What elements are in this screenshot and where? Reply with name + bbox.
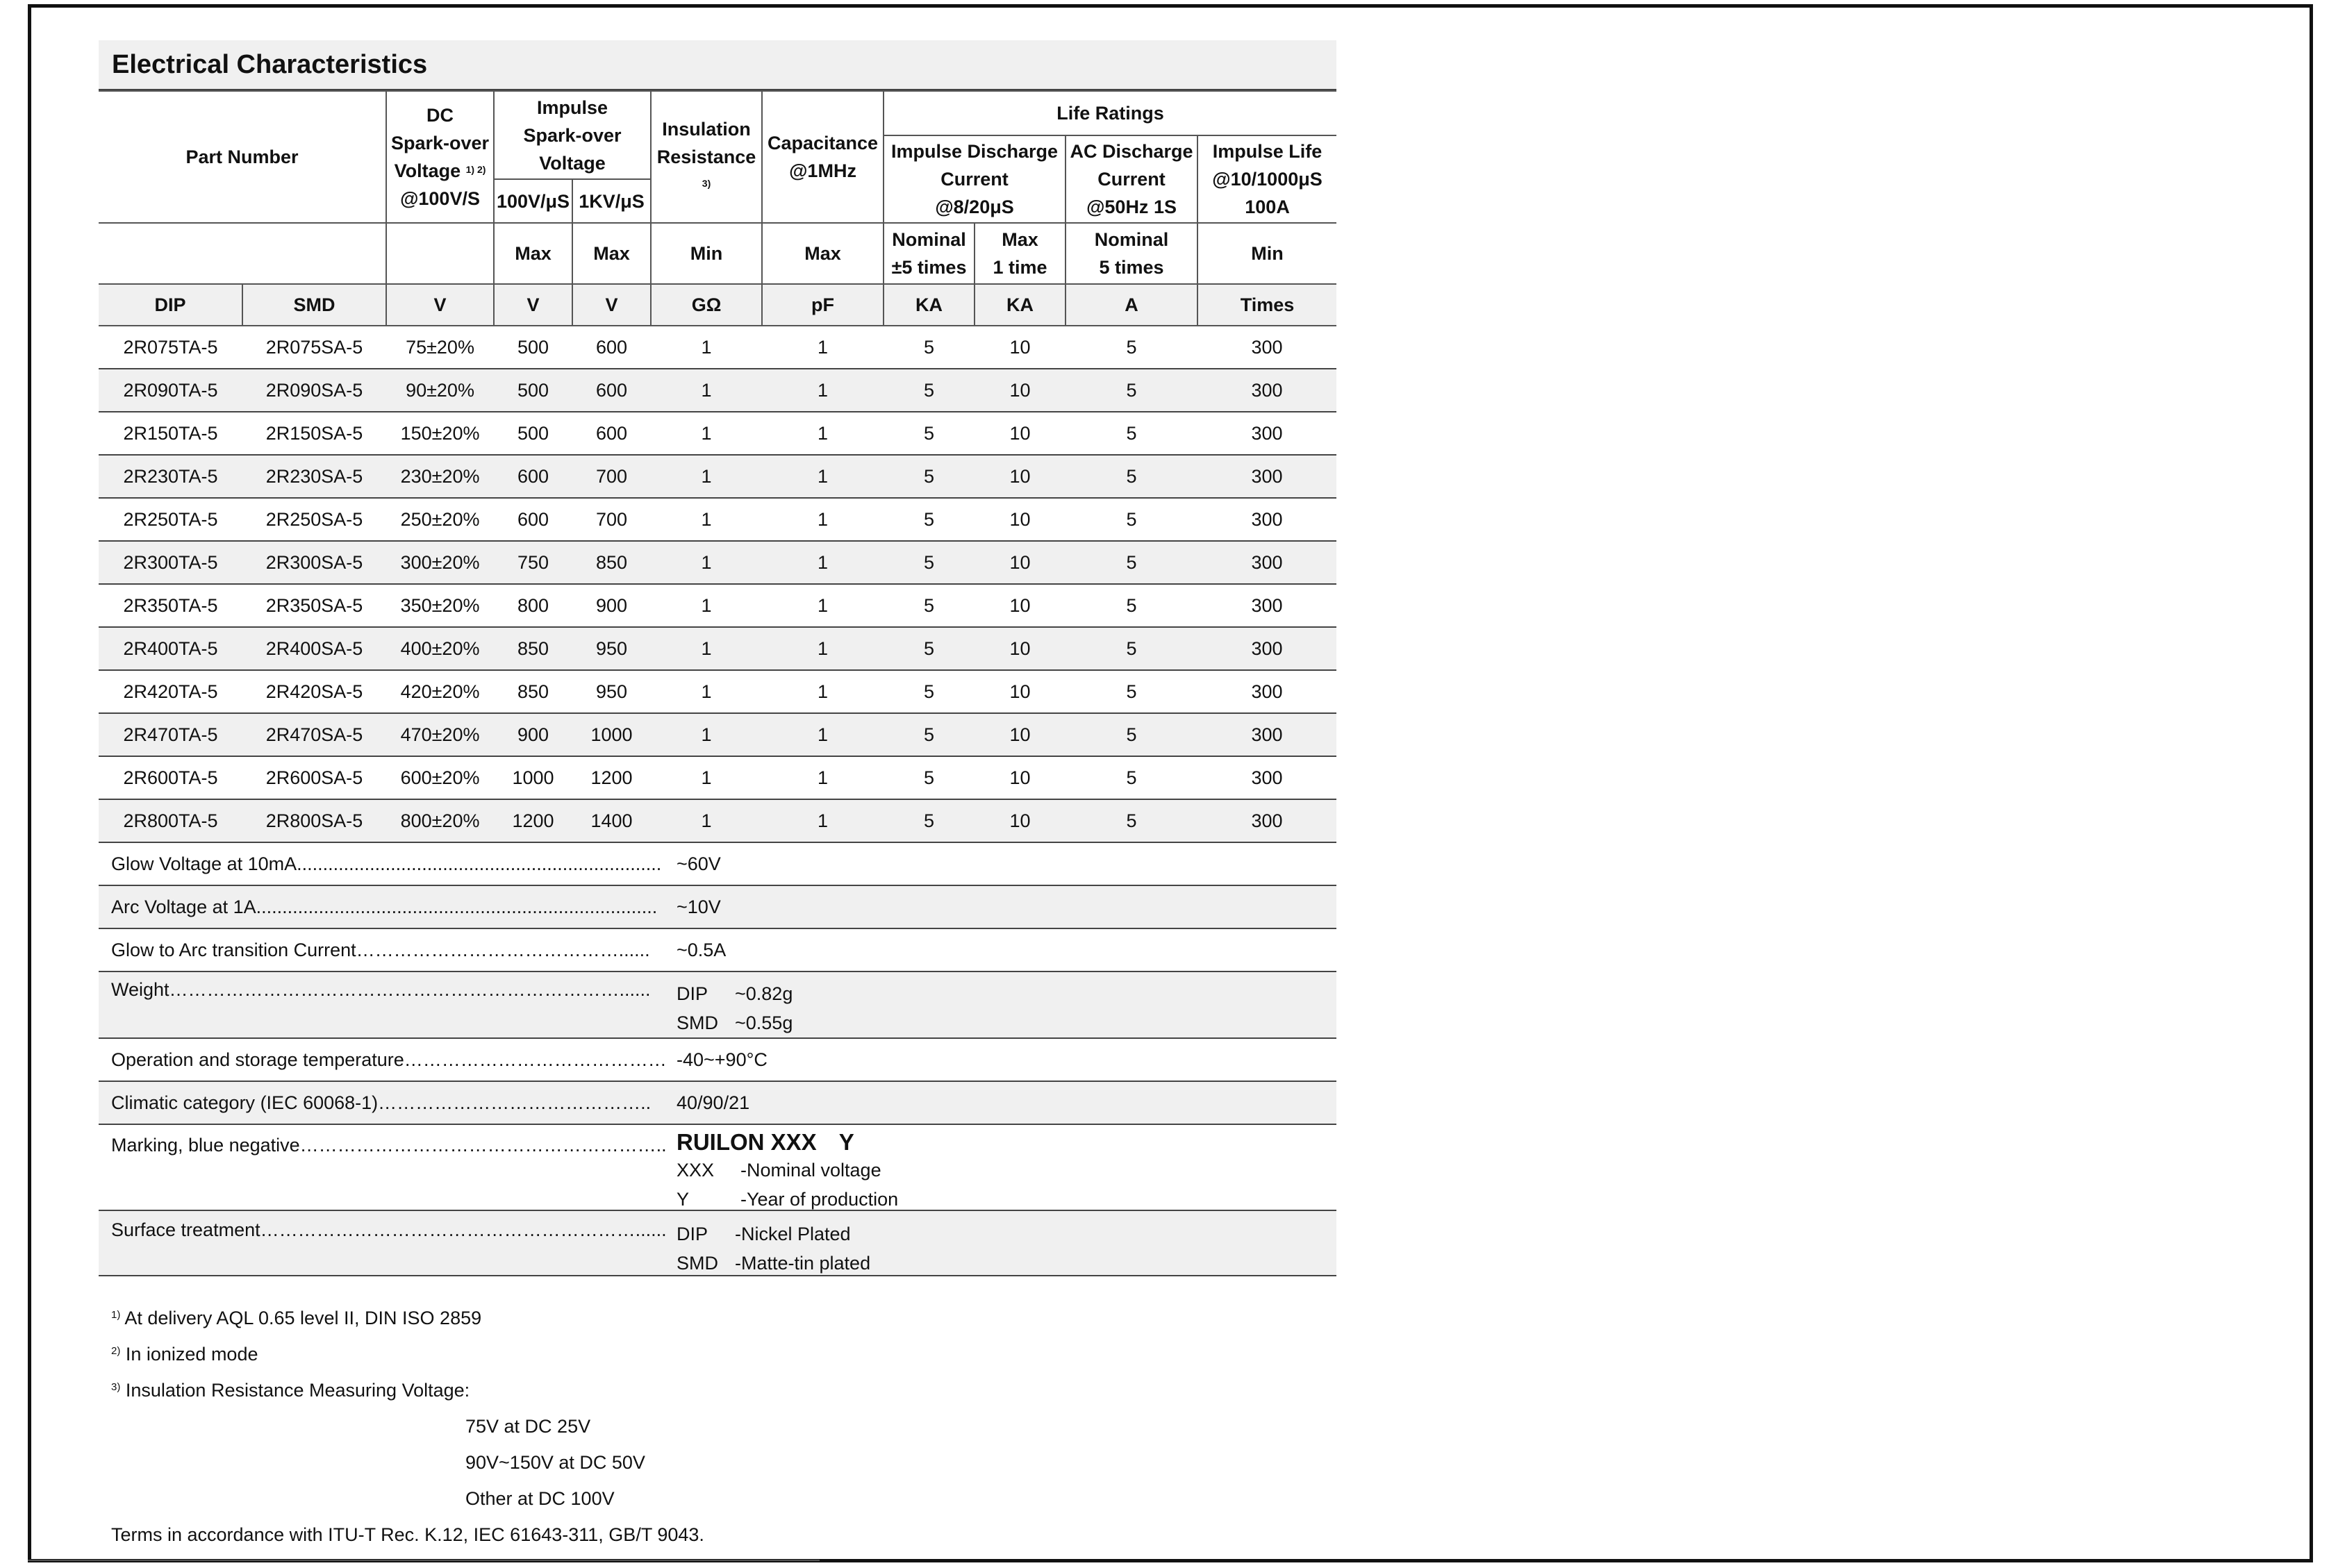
- cell-imp-100: 750: [494, 541, 572, 584]
- marking-row: [99, 1125, 1336, 1211]
- surface-row: [99, 1211, 1336, 1276]
- cell-impulse-life: 300: [1197, 541, 1336, 584]
- cell-impulse-nominal: 5: [884, 627, 975, 670]
- cell-insulation: 1: [651, 498, 762, 541]
- terms-note: Terms in accordance with ITU-T Rec. K.12, IEC 61643-311, GB/T 9043.: [111, 1524, 704, 1545]
- cell-imp-100: 1200: [494, 799, 572, 842]
- cell-imp-1k: 850: [572, 541, 651, 584]
- temperature-row: [99, 1039, 1336, 1082]
- cell-impulse-max: 10: [975, 326, 1066, 369]
- cell-impulse-life: 300: [1197, 412, 1336, 455]
- cell-capacitance: 1: [762, 756, 884, 799]
- cell-insulation: 1: [651, 326, 762, 369]
- cell-imp-1k: 1400: [572, 799, 651, 842]
- cell-dc-voltage: 300±20%: [386, 541, 494, 584]
- cell-capacitance: 1: [762, 799, 884, 842]
- cell-impulse-max: 10: [975, 670, 1066, 713]
- cell-insulation: 1: [651, 541, 762, 584]
- limit-capacitance: Max: [762, 223, 884, 284]
- weight-smd-value: ~0.55g: [735, 1012, 793, 1033]
- cell-impulse-nominal: 5: [884, 713, 975, 756]
- table-row: [99, 670, 1336, 713]
- imp-100-header: 100V/μS: [494, 179, 572, 223]
- cell-capacitance: 1: [762, 498, 884, 541]
- cell-ac-nominal: 5: [1066, 326, 1197, 369]
- cell-imp-100: 500: [494, 326, 572, 369]
- marking-label: Marking, blue negative…………………………………………………..: [111, 1135, 667, 1156]
- marking-y-key: Y: [677, 1189, 690, 1210]
- cell-impulse-life: 300: [1197, 455, 1336, 498]
- unit-insulation: GΩ: [651, 284, 762, 326]
- glow-voltage-value: ~60V: [677, 853, 721, 874]
- cell-dc-voltage: 250±20%: [386, 498, 494, 541]
- cell-impulse-nominal: 5: [884, 412, 975, 455]
- cell-dc-voltage: 90±20%: [386, 369, 494, 412]
- cell-impulse-life: 300: [1197, 584, 1336, 627]
- arc-voltage-label: Arc Voltage at 1A.............................................................................: [111, 896, 658, 917]
- cell-imp-100: 1000: [494, 756, 572, 799]
- cell-impulse-max: 10: [975, 498, 1066, 541]
- cell-smd: 2R420SA-5: [242, 670, 386, 713]
- surface-smd-key: SMD: [677, 1253, 718, 1274]
- dc-sparkover-header: DC Spark-over Voltage $^{1) 2)}$ @100V/S: [386, 91, 494, 223]
- cell-insulation: 1: [651, 799, 762, 842]
- temperature-value: -40~+90°C: [677, 1049, 768, 1070]
- cell-dc-voltage: 400±20%: [386, 627, 494, 670]
- cell-impulse-nominal: 5: [884, 799, 975, 842]
- measuring-voltage-2: 90V~150V at DC 50V: [465, 1452, 645, 1473]
- cell-imp-100: 850: [494, 670, 572, 713]
- measuring-voltage-1: 75V at DC 25V: [465, 1416, 591, 1437]
- cell-insulation: 1: [651, 756, 762, 799]
- cell-dc-voltage: 75±20%: [386, 326, 494, 369]
- arc-voltage-value: ~10V: [677, 896, 721, 917]
- footnotes: [99, 1300, 1336, 1553]
- cell-capacitance: 1: [762, 326, 884, 369]
- unit-impulse-nominal: KA: [884, 284, 975, 326]
- cell-dip: 2R230TA-5: [99, 455, 242, 498]
- cell-capacitance: 1: [762, 627, 884, 670]
- unit-dip: DIP: [99, 284, 242, 326]
- cell-imp-100: 500: [494, 412, 572, 455]
- table-row: [99, 584, 1336, 627]
- table-row: [99, 756, 1336, 799]
- cell-smd: 2R075SA-5: [242, 326, 386, 369]
- table-row: [99, 627, 1336, 670]
- weight-dip-key: DIP: [677, 983, 708, 1004]
- cell-capacitance: 1: [762, 713, 884, 756]
- glow-voltage-row: [99, 843, 1336, 886]
- climatic-label: Climatic category (IEC 60068-1)……………………………………..: [111, 1092, 652, 1113]
- cell-impulse-max: 10: [975, 412, 1066, 455]
- spec-table: [99, 90, 1336, 843]
- unit-dc: V: [386, 284, 494, 326]
- table-row: [99, 369, 1336, 412]
- cell-impulse-nominal: 5: [884, 326, 975, 369]
- dc-sparkover-spacer: [386, 223, 494, 284]
- cell-impulse-max: 10: [975, 541, 1066, 584]
- cell-dip: 2R250TA-5: [99, 498, 242, 541]
- marking-xxx-key: XXX: [677, 1160, 715, 1181]
- cell-capacitance: 1: [762, 455, 884, 498]
- cell-insulation: 1: [651, 455, 762, 498]
- cell-imp-1k: 600: [572, 326, 651, 369]
- cell-ac-nominal: 5: [1066, 541, 1197, 584]
- cell-impulse-nominal: 5: [884, 369, 975, 412]
- cell-dc-voltage: 600±20%: [386, 756, 494, 799]
- cell-dip: 2R400TA-5: [99, 627, 242, 670]
- cell-impulse-nominal: 5: [884, 498, 975, 541]
- cell-dc-voltage: 420±20%: [386, 670, 494, 713]
- cell-dip: 2R300TA-5: [99, 541, 242, 584]
- cell-impulse-max: 10: [975, 756, 1066, 799]
- cell-imp-1k: 950: [572, 627, 651, 670]
- cell-impulse-life: 300: [1197, 799, 1336, 842]
- cell-capacitance: 1: [762, 670, 884, 713]
- cell-impulse-max: 10: [975, 627, 1066, 670]
- table-row: [99, 326, 1336, 369]
- life-ratings-header: Life Ratings: [884, 91, 1336, 135]
- temperature-label: Operation and storage temperature……………………………………: [111, 1049, 667, 1070]
- climatic-value: 40/90/21: [677, 1092, 750, 1113]
- cell-ac-nominal: 5: [1066, 498, 1197, 541]
- cell-smd: 2R800SA-5: [242, 799, 386, 842]
- part-number-spacer: [99, 223, 386, 284]
- limit-impulse-life: Min: [1197, 223, 1336, 284]
- insulation-header: Insulation Resistance $^{3)}$: [651, 91, 762, 223]
- cell-impulse-max: 10: [975, 584, 1066, 627]
- cell-impulse-life: 300: [1197, 756, 1336, 799]
- table-row: [99, 455, 1336, 498]
- cell-dip: 2R350TA-5: [99, 584, 242, 627]
- limit-insulation: Min: [651, 223, 762, 284]
- table-row: [99, 799, 1336, 842]
- transition-current-label: Glow to Arc transition Current……………………………………......: [111, 939, 650, 960]
- weight-smd-key: SMD: [677, 1012, 718, 1033]
- imp-1k-header: 1KV/μS: [572, 179, 651, 223]
- cell-imp-100: 900: [494, 713, 572, 756]
- cell-ac-nominal: 5: [1066, 799, 1197, 842]
- cell-insulation: 1: [651, 369, 762, 412]
- cell-impulse-nominal: 5: [884, 455, 975, 498]
- cell-imp-100: 600: [494, 455, 572, 498]
- spec-table-body: [99, 326, 1336, 842]
- cell-insulation: 1: [651, 627, 762, 670]
- cell-impulse-life: 300: [1197, 498, 1336, 541]
- unit-capacitance: pF: [762, 284, 884, 326]
- section-title: Electrical Characteristics: [99, 40, 1336, 90]
- footnote-1: $^{1)}$ At delivery AQL 0.65 level II, DIN ISO 2859: [111, 1308, 482, 1328]
- surface-dip-key: DIP: [677, 1224, 708, 1244]
- weight-dip-value: ~0.82g: [735, 983, 793, 1004]
- impulse-discharge-header: Impulse Discharge Current @8/20μS: [884, 135, 1066, 223]
- cell-smd: 2R250SA-5: [242, 498, 386, 541]
- cell-smd: 2R350SA-5: [242, 584, 386, 627]
- cell-smd: 2R090SA-5: [242, 369, 386, 412]
- measuring-voltage-3: Other at DC 100V: [465, 1488, 615, 1509]
- cell-capacitance: 1: [762, 584, 884, 627]
- footnote-2: $^{2)}$ In ionized mode: [111, 1344, 258, 1365]
- cell-imp-1k: 700: [572, 455, 651, 498]
- glow-voltage-label: Glow Voltage at 10mA......................................................................: [111, 853, 662, 874]
- surface-label: Surface treatment……………………………………………………......: [111, 1219, 667, 1240]
- cell-ac-nominal: 5: [1066, 584, 1197, 627]
- cell-impulse-life: 300: [1197, 627, 1336, 670]
- cell-impulse-life: 300: [1197, 369, 1336, 412]
- electrical-characteristics-section: [99, 40, 1336, 1553]
- cell-insulation: 1: [651, 670, 762, 713]
- impulse-life-header: Impulse Life @10/1000μS 100A: [1197, 135, 1336, 223]
- cell-dip: 2R150TA-5: [99, 412, 242, 455]
- cell-capacitance: 1: [762, 541, 884, 584]
- surface-smd-value: -Matte-tin plated: [735, 1253, 871, 1274]
- cell-imp-1k: 950: [572, 670, 651, 713]
- cell-dip: 2R470TA-5: [99, 713, 242, 756]
- cell-ac-nominal: 5: [1066, 455, 1197, 498]
- cell-impulse-max: 10: [975, 455, 1066, 498]
- cell-impulse-nominal: 5: [884, 541, 975, 584]
- cell-impulse-life: 300: [1197, 713, 1336, 756]
- limit-imp-100: Max: [494, 223, 572, 284]
- cell-imp-100: 600: [494, 498, 572, 541]
- cell-insulation: 1: [651, 412, 762, 455]
- cell-impulse-max: 10: [975, 369, 1066, 412]
- cell-insulation: 1: [651, 713, 762, 756]
- marking-brand: RUILON XXX Y: [677, 1129, 854, 1155]
- unit-life: Times: [1197, 284, 1336, 326]
- cell-impulse-life: 300: [1197, 326, 1336, 369]
- units-row: [99, 284, 1336, 326]
- limit-imp-1k: Max: [572, 223, 651, 284]
- cell-dc-voltage: 470±20%: [386, 713, 494, 756]
- cell-dc-voltage: 230±20%: [386, 455, 494, 498]
- cell-ac-nominal: 5: [1066, 369, 1197, 412]
- cell-dc-voltage: 800±20%: [386, 799, 494, 842]
- unit-impulse-max: KA: [975, 284, 1066, 326]
- cell-smd: 2R230SA-5: [242, 455, 386, 498]
- cell-ac-nominal: 5: [1066, 670, 1197, 713]
- cell-impulse-life: 300: [1197, 670, 1336, 713]
- cell-insulation: 1: [651, 584, 762, 627]
- bottom-rule: [28, 1560, 820, 1561]
- cell-ac-nominal: 5: [1066, 412, 1197, 455]
- properties-list: [99, 843, 1336, 1276]
- cell-ac-nominal: 5: [1066, 756, 1197, 799]
- cell-imp-1k: 600: [572, 412, 651, 455]
- cell-dip: 2R420TA-5: [99, 670, 242, 713]
- cell-smd: 2R400SA-5: [242, 627, 386, 670]
- cell-dc-voltage: 350±20%: [386, 584, 494, 627]
- marking-xxx-value: -Nominal voltage: [740, 1160, 881, 1181]
- cell-imp-100: 500: [494, 369, 572, 412]
- capacitance-header: Capacitance @1MHz: [762, 91, 884, 223]
- unit-imp-1k: V: [572, 284, 651, 326]
- ac-discharge-header: AC Discharge Current @50Hz 1S: [1066, 135, 1197, 223]
- climatic-row: [99, 1082, 1336, 1125]
- unit-ac: A: [1066, 284, 1197, 326]
- cell-imp-1k: 900: [572, 584, 651, 627]
- cell-impulse-max: 10: [975, 713, 1066, 756]
- cell-impulse-nominal: 5: [884, 670, 975, 713]
- cell-smd: 2R150SA-5: [242, 412, 386, 455]
- cell-impulse-max: 10: [975, 799, 1066, 842]
- cell-imp-1k: 700: [572, 498, 651, 541]
- impulse-sparkover-header: Impulse Spark-over Voltage: [494, 91, 651, 179]
- limit-impulse-nominal: Nominal ±5 times: [884, 223, 975, 284]
- cell-imp-1k: 1000: [572, 713, 651, 756]
- cell-ac-nominal: 5: [1066, 627, 1197, 670]
- table-row: [99, 541, 1336, 584]
- cell-imp-1k: 1200: [572, 756, 651, 799]
- footnote-3: $^{3)}$ Insulation Resistance Measuring Voltage:: [111, 1380, 470, 1401]
- cell-smd: 2R470SA-5: [242, 713, 386, 756]
- weight-row: [99, 972, 1336, 1039]
- part-number-header: Part Number: [99, 91, 386, 223]
- unit-smd: SMD: [242, 284, 386, 326]
- transition-current-value: ~0.5A: [677, 939, 727, 960]
- cell-smd: 2R600SA-5: [242, 756, 386, 799]
- table-row: [99, 713, 1336, 756]
- cell-dip: 2R075TA-5: [99, 326, 242, 369]
- cell-dc-voltage: 150±20%: [386, 412, 494, 455]
- cell-dip: 2R800TA-5: [99, 799, 242, 842]
- table-row: [99, 412, 1336, 455]
- limit-ac-nominal: Nominal 5 times: [1066, 223, 1197, 284]
- cell-dip: 2R090TA-5: [99, 369, 242, 412]
- cell-capacitance: 1: [762, 369, 884, 412]
- marking-y-value: -Year of production: [740, 1189, 899, 1210]
- cell-ac-nominal: 5: [1066, 713, 1197, 756]
- cell-impulse-nominal: 5: [884, 584, 975, 627]
- surface-dip-value: -Nickel Plated: [735, 1224, 851, 1244]
- arc-voltage-row: [99, 886, 1336, 929]
- table-row: [99, 498, 1336, 541]
- transition-current-row: [99, 929, 1336, 972]
- cell-imp-1k: 600: [572, 369, 651, 412]
- weight-label: Weight………………………………………………………………......: [111, 979, 651, 1000]
- cell-capacitance: 1: [762, 412, 884, 455]
- cell-dip: 2R600TA-5: [99, 756, 242, 799]
- cell-imp-100: 800: [494, 584, 572, 627]
- cell-imp-100: 850: [494, 627, 572, 670]
- unit-imp-100: V: [494, 284, 572, 326]
- limit-impulse-max: Max 1 time: [975, 223, 1066, 284]
- cell-impulse-nominal: 5: [884, 756, 975, 799]
- cell-smd: 2R300SA-5: [242, 541, 386, 584]
